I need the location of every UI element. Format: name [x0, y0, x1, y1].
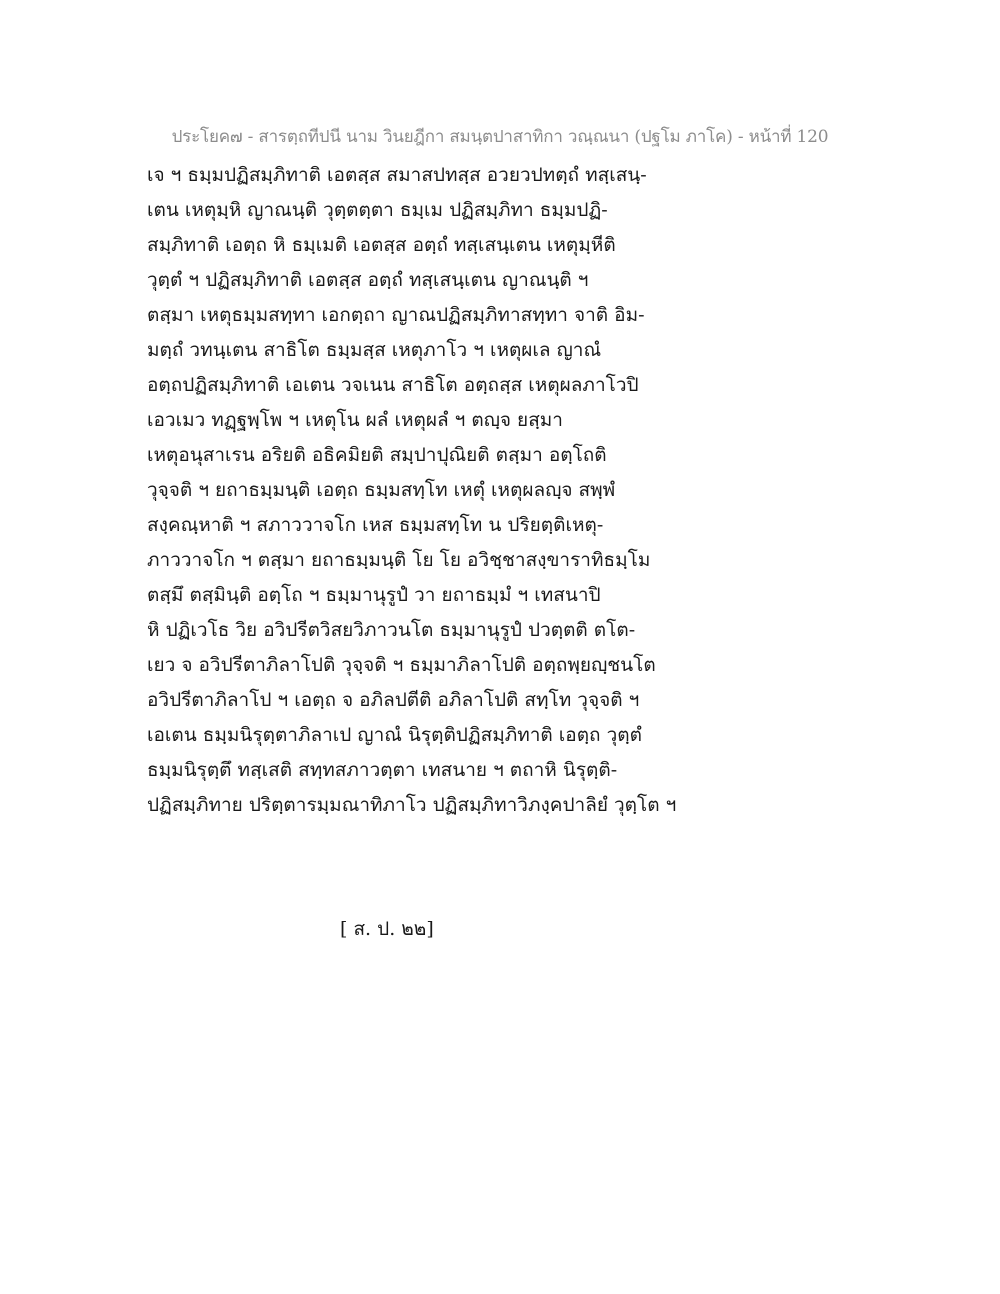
text-line: วุตฺตํ ฯ ปฏิสมฺภิทาติ เอตสฺส อตฺถํ ทสฺเสนฺเตน ญาณนฺติ ฯ	[147, 269, 589, 291]
text-line: เตน เหตุมฺหิ ญาณนฺติ วุตฺตตฺตา ธมฺเม ปฏิสมฺภิทา ธมฺมปฏิ-	[147, 199, 608, 221]
text-line: ตสฺมา เหตุธมฺมสทฺทา เอกตฺถา ญาณปฏิสมฺภิทาสทฺทา จาติ อิม-	[147, 304, 645, 326]
text-line: เหตุอนุสาเรน อริยติ อธิคมิยติ สมฺปาปุณิยติ ตสฺมา อตฺโถติ	[147, 444, 607, 466]
text-line: มตฺถํ วทนฺเตน สาธิโต ธมฺมสฺส เหตุภาโว ฯ เหตุผเล ญาณํ	[147, 339, 602, 361]
text-line: สมฺภิทาติ เอตฺถ หิ ธมฺเมติ เอตสฺส อตฺถํ ทสฺเสนฺเตน เหตุมฺหีติ	[147, 234, 616, 256]
body-text	[147, 158, 847, 823]
text-line: อวิปรีตาภิลาโป ฯ เอตฺถ จ อภิลปตีติ อภิลาโปติ สทฺโท วุจฺจติ ฯ	[147, 689, 640, 711]
text-line: เอเตน ธมฺมนิรุตฺตาภิลาเป ญาณํ นิรุตฺติปฏิสมฺภิทาติ เอตฺถ วุตฺตํ	[147, 724, 642, 746]
text-line: สงฺคณฺหาติ ฯ สภาววาจโก เหส ธมฺมสทฺโท น ปริยตฺติเหตุ-	[147, 514, 604, 536]
text-line: เอวเมว ทฏฺฐพฺโพ ฯ เหตุโน ผลํ เหตุผลํ ฯ ตญฺจ ยสฺมา	[147, 409, 563, 431]
text-line: เจ ฯ ธมฺมปฏิสมฺภิทาติ เอตสฺส สมาสปทสฺส อวยวปทตฺถํ ทสฺเสนฺ-	[147, 164, 647, 186]
text-line: ภาววาจโก ฯ ตสฺมา ยถาธมฺมนฺติ โย โย อวิชฺชาสงฺขาราทิธมฺโม	[147, 549, 651, 571]
text-line: เยว จ อวิปรีตาภิลาโปติ วุจฺจติ ฯ ธมฺมาภิลาโปติ อตฺถพฺยญฺชนโต	[147, 654, 656, 676]
text-line: ตสฺมึ ตสฺมินฺติ อตฺโถ ฯ ธมฺมานุรูปํ วา ยถาธมฺมํ ฯ เทสนาปิ	[147, 584, 601, 606]
text-line: ธมฺมนิรุตฺตึ ทสฺเสติ สทฺทสภาวตฺตา เทสนาย ฯ ตถาหิ นิรุตฺติ-	[147, 759, 618, 781]
running-header: ประโยค๗ - สารตฺถทีปนี นาม วินยฎีกา สมนฺตปาสาทิกา วณฺณนา (ปฐโม ภาโค) - หน้าที่ 120	[171, 127, 829, 147]
text-line: อตฺถปฏิสมฺภิทาติ เอเตน วจเนน สาธิโต อตฺถสฺส เหตุผลภาโวปิ	[147, 374, 639, 396]
text-line: ปฏิสมฺภิทาย ปริตฺตารมฺมณาทิภาโว ปฏิสมฺภิทาวิภงฺคปาลิยํ วุตฺโต ฯ	[147, 794, 677, 816]
text-line: วุจฺจติ ฯ ยถาธมฺมนฺติ เอตฺถ ธมฺมสทฺโท เหตุํ เหตุผลญฺจ สพฺพํ	[147, 479, 616, 501]
page-reference: [ ส. ป. ๒๒]	[340, 918, 434, 940]
text-line: หิ ปฏิเวโธ วิย อวิปรีตวิสยวิภาวนโต ธมฺมานุรูปํ ปวตฺตติ ตโต-	[147, 619, 636, 641]
